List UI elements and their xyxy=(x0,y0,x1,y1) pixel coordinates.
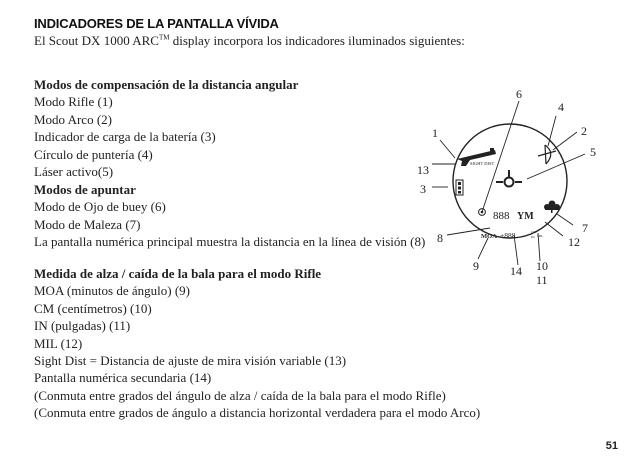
callout-7: 7 xyxy=(582,221,588,235)
callout-13: 13 xyxy=(417,163,429,177)
moa-label: MOA xyxy=(481,233,497,240)
bow-icon xyxy=(538,145,556,164)
mil-label: MIL xyxy=(537,234,544,238)
page-number: 51 xyxy=(605,440,618,452)
list-item: (Conmuta entre grados del ángulo de alza / caída de la bala para el modo Rifle) xyxy=(34,387,446,403)
list-item: La pantalla numérica principal muestra la distancia en la línea de visión (8) xyxy=(34,234,426,250)
list-item: CM (centímetros) (10) xyxy=(34,300,152,316)
in-label: IN xyxy=(531,235,535,239)
section-title: Modos de compensación de la distancia angular xyxy=(34,77,299,92)
secondary-numeric-display: +888 xyxy=(500,231,516,240)
callout-5: 5 xyxy=(590,145,596,159)
main-unit-label: YM xyxy=(517,211,534,222)
intro-text-before: El Scout DX 1000 ARC xyxy=(34,33,159,48)
display-lens-circle xyxy=(453,124,567,238)
section-title: Medida de alza / caída de la bala para el modo Rifle xyxy=(34,266,322,281)
callout-9: 9 xyxy=(473,259,479,273)
page-heading: INDICADORES DE LA PANTALLA VÍVIDA xyxy=(34,16,279,31)
callout-2: 2 xyxy=(581,124,587,138)
bullseye-icon xyxy=(479,209,486,216)
callout-8: 8 xyxy=(437,231,443,245)
display-diagram xyxy=(408,84,608,294)
list-item: Indicador de carga de la batería (3) xyxy=(34,129,216,145)
list-item: Modo Arco (2) xyxy=(34,111,112,127)
list-item: Modo de Ojo de buey (6) xyxy=(34,199,166,215)
callout-12: 12 xyxy=(568,235,580,249)
section-angle-compensation xyxy=(34,76,298,180)
trademark-mark: TM xyxy=(158,33,170,42)
intro-paragraph xyxy=(34,33,465,49)
sight-dist-label: SIGHT DIST xyxy=(470,161,495,166)
cm-label: CM xyxy=(531,230,537,234)
callout-4: 4 xyxy=(558,100,564,114)
section-targeting-modes xyxy=(34,181,425,251)
list-item: (Conmuta entre grados de ángulo a distancia horizontal verdadera para el modo Arco) xyxy=(34,405,481,421)
list-item: Modo de Maleza (7) xyxy=(34,216,141,232)
list-item: Modo Rifle (1) xyxy=(34,94,113,110)
list-item: MOA (minutos de ángulo) (9) xyxy=(34,283,190,299)
intro-text-after: display incorpora los indicadores iluminados siguientes: xyxy=(169,33,465,48)
main-numeric-display: 888 xyxy=(493,210,510,222)
callout-14: 14 xyxy=(510,264,522,278)
callout-10: 10 xyxy=(536,259,548,273)
callout-1: 1 xyxy=(432,126,438,140)
leader-lines xyxy=(432,101,585,265)
callout-6: 6 xyxy=(516,87,522,101)
callout-3: 3 xyxy=(420,182,426,196)
list-item: MIL (12) xyxy=(34,335,83,351)
list-item: Círculo de puntería (4) xyxy=(34,146,153,162)
battery-icon xyxy=(456,180,463,195)
list-item: Sight Dist = Distancia de ajuste de mira visión variable (13) xyxy=(34,353,347,369)
aiming-circle-icon xyxy=(496,170,522,187)
list-item: Pantalla numérica secundaria (14) xyxy=(34,370,212,386)
list-item: Láser activo(5) xyxy=(34,164,114,180)
callout-11: 11 xyxy=(536,273,548,287)
list-item: IN (pulgadas) (11) xyxy=(34,318,131,334)
section-title: Modos de apuntar xyxy=(34,182,136,197)
